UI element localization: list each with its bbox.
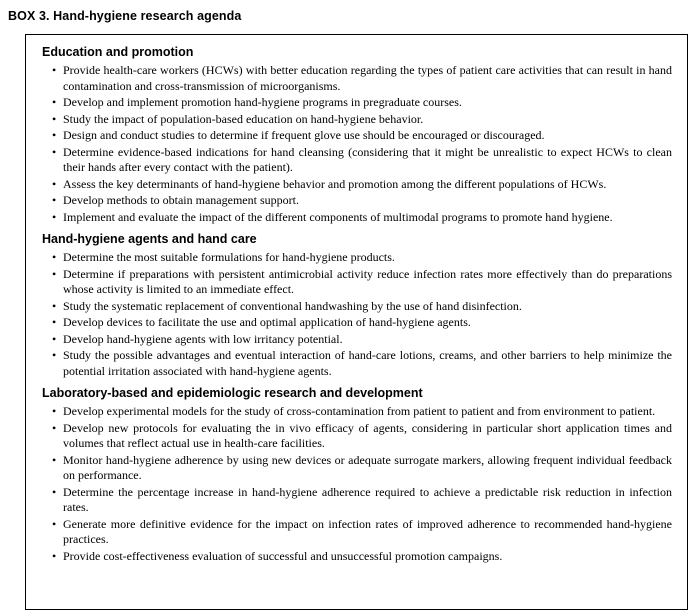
bullet-item: • Develop hand-hygiene agents with low irritancy potential. (52, 332, 672, 348)
bullet-item: • Develop experimental models for the study of cross-contamination from patient to patient and from environment to patient. (52, 404, 672, 420)
research-agenda-box (25, 34, 688, 610)
section-heading: Laboratory-based and epidemiologic research and development (42, 386, 423, 400)
bullet-item: • Provide cost-effectiveness evaluation of successful and unsuccessful promotion campaigns. (52, 549, 672, 565)
bullet-item: • Develop methods to obtain management support. (52, 193, 672, 209)
bullet-item: • Determine if preparations with persistent antimicrobial activity reduce infection rates more effectively than do preparations whose activity is limited to an immediate effect. (52, 267, 672, 298)
bullet-list (42, 404, 672, 564)
bullet-list (42, 250, 672, 379)
agenda-section (42, 386, 672, 564)
agenda-section (42, 232, 672, 379)
bullet-item: • Determine the percentage increase in hand-hygiene adherence required to achieve a predictable risk reduction in infection rates. (52, 485, 672, 516)
bullet-item: • Implement and evaluate the impact of the different components of multimodal programs to promote hand hygiene. (52, 210, 672, 226)
bullet-item: • Monitor hand-hygiene adherence by using new devices or adequate surrogate markers, allowing frequent individual feedback on performance. (52, 453, 672, 484)
bullet-item: • Develop devices to facilitate the use and optimal application of hand-hygiene agents. (52, 315, 672, 331)
sections-container (42, 45, 672, 564)
bullet-item: • Provide health-care workers (HCWs) with better education regarding the types of patient care activities that can result in hand contamination and cross-transmission of microorganisms. (52, 63, 672, 94)
bullet-item: • Develop new protocols for evaluating the in vivo efficacy of agents, considering in particular short application times and volumes that reflect actual use in health-care facilities. (52, 421, 672, 452)
bullet-item: • Determine evidence-based indications for hand cleansing (considering that it might be unrealistic to expect HCWs to clean their hands after every contact with the patient). (52, 145, 672, 176)
bullet-item: • Generate more definitive evidence for the impact on infection rates of improved adherence to recommended hand-hygiene practices. (52, 517, 672, 548)
agenda-section (42, 45, 672, 225)
bullet-list (42, 63, 672, 225)
bullet-item: • Study the possible advantages and eventual interaction of hand-care lotions, creams, and other barriers to help minimize the potential irritation associated with hand-hygiene agents. (52, 348, 672, 379)
bullet-item: • Study the systematic replacement of conventional handwashing by the use of hand disinfection. (52, 299, 672, 315)
section-heading: Education and promotion (42, 45, 194, 59)
bullet-item: • Assess the key determinants of hand-hygiene behavior and promotion among the different populations of HCWs. (52, 177, 672, 193)
section-heading: Hand-hygiene agents and hand care (42, 232, 257, 246)
bullet-item: • Study the impact of population-based education on hand-hygiene behavior. (52, 112, 672, 128)
bullet-item: • Determine the most suitable formulations for hand-hygiene products. (52, 250, 672, 266)
bullet-item: • Design and conduct studies to determine if frequent glove use should be encouraged or discouraged. (52, 128, 672, 144)
bullet-item: • Develop and implement promotion hand-hygiene programs in pregraduate courses. (52, 95, 672, 111)
box-title: BOX 3. Hand-hygiene research agenda (8, 9, 242, 23)
